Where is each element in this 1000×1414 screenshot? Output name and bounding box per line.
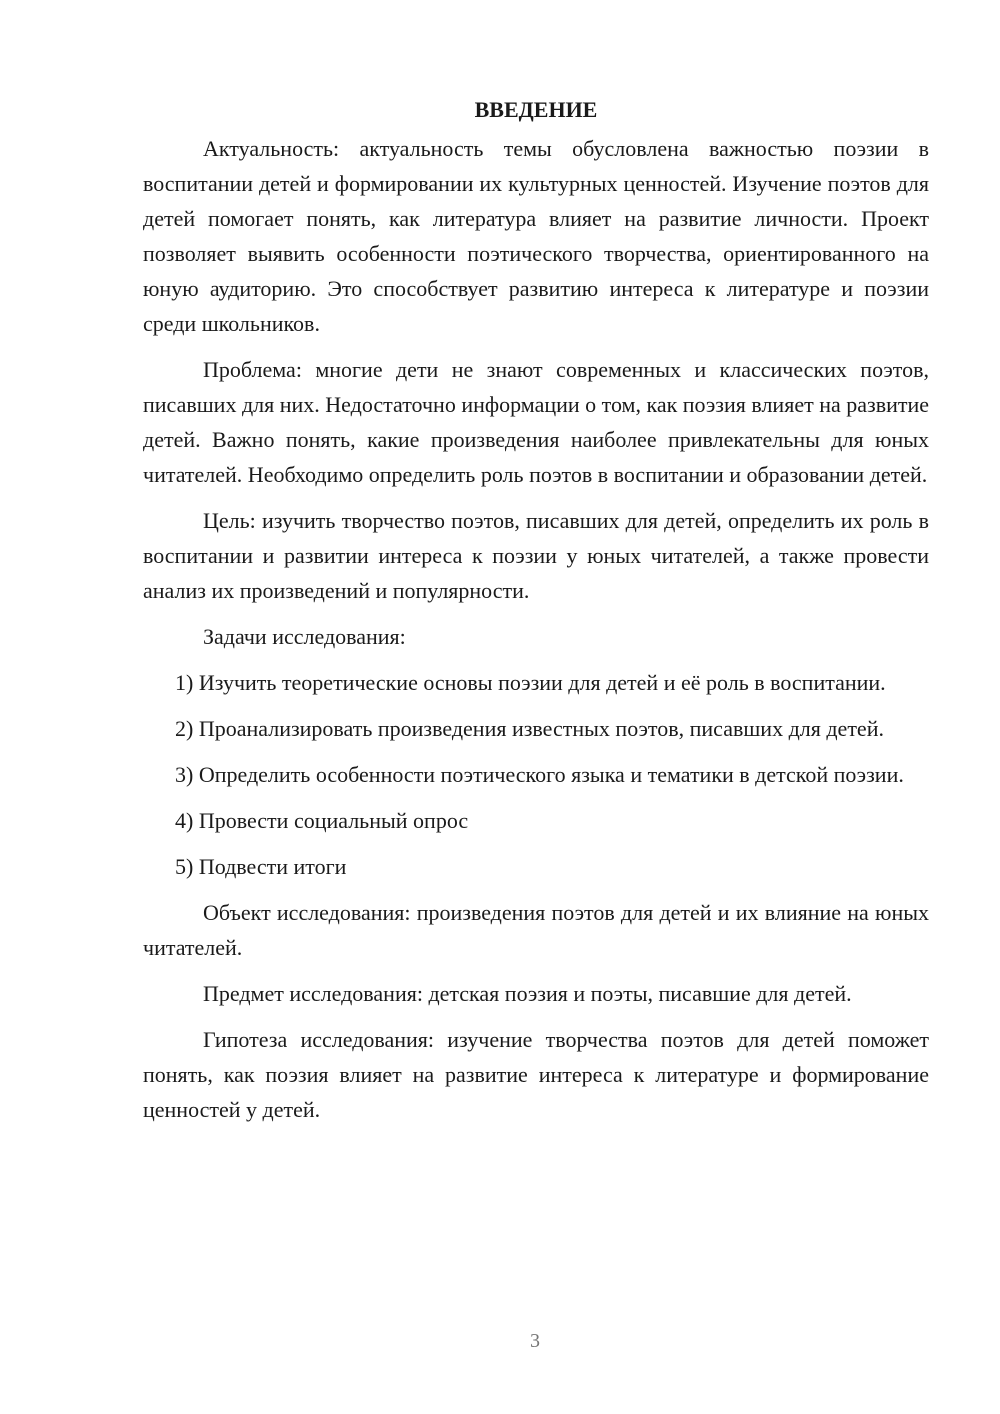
task-item-3: 3) Определить особенности поэтического языка и тематики в детской поэзии. bbox=[175, 762, 904, 787]
section-heading: ВВЕДЕНИЕ bbox=[474, 97, 598, 122]
task-item-1: 1) Изучить теоретические основы поэзии для детей и её роль в воспитании. bbox=[175, 670, 886, 695]
goal-paragraph: Цель: изучить творчество поэтов, писавших для детей, определить их роль в воспитании и развитии интереса к поэзии у юных читателей, а также провести анализ их произведений и популярности. bbox=[143, 508, 929, 603]
relevance-paragraph: Актуальность: актуальность темы обусловлена важностью поэзии в воспитании детей и формировании их культурных ценностей. Изучение поэтов для детей помогает понять, как литература влияет на развитие личности. Проект позволяет выявить особенности поэтического творчества, ориентированного на юную аудиторию. Это способствует развитию интереса к литературе и поэзии среди школьников. bbox=[143, 136, 929, 336]
page-content bbox=[143, 92, 929, 1138]
task-item-4: 4) Провести социальный опрос bbox=[175, 808, 469, 833]
object-paragraph: Объект исследования: произведения поэтов для детей и их влияние на юных читателей. bbox=[143, 900, 929, 960]
hypothesis-paragraph: Гипотеза исследования: изучение творчества поэтов для детей поможет понять, как поэзия влияет на развитие интереса к литературе и формирование ценностей у детей. bbox=[143, 1027, 929, 1122]
task-item-5: 5) Подвести итоги bbox=[175, 854, 347, 879]
page-number: 3 bbox=[530, 1330, 540, 1352]
problem-paragraph: Проблема: многие дети не знают современных и классических поэтов, писавших для них. Недостаточно информации о том, как поэзия влияет на развитие детей. Важно понять, какие произведения наиболее привлекательны для юных читателей. Необходимо определить роль поэтов в воспитании и образовании детей. bbox=[143, 357, 930, 487]
subject-paragraph: Предмет исследования: детская поэзия и поэты, писавшие для детей. bbox=[203, 981, 852, 1006]
task-item-2: 2) Проанализировать произведения известных поэтов, писавших для детей. bbox=[175, 716, 884, 741]
tasks-intro: Задачи исследования: bbox=[203, 624, 406, 649]
